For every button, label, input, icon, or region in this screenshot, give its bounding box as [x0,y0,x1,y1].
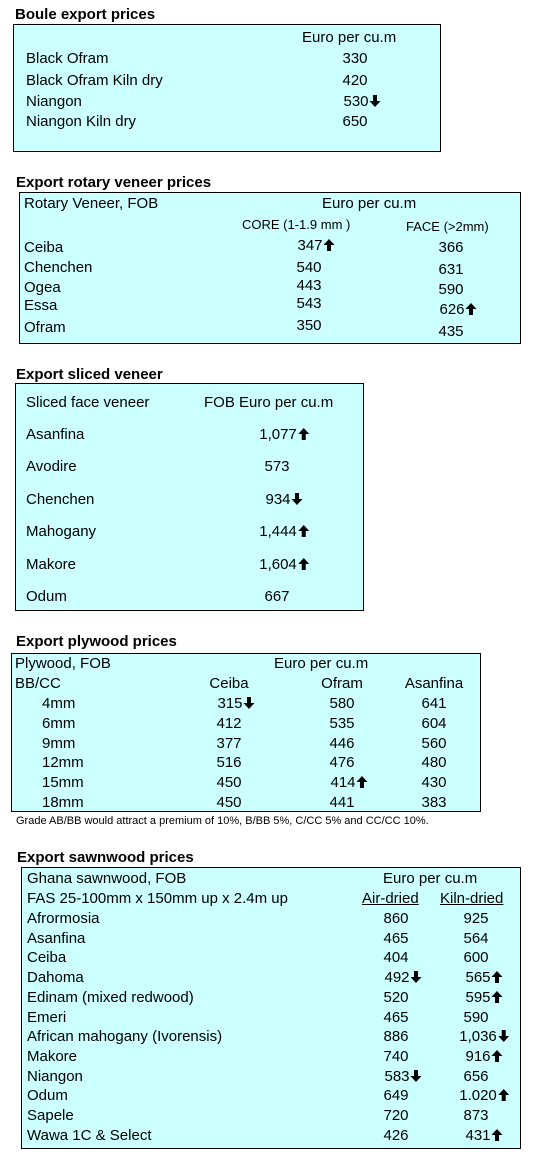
sliced-row-value-text: 934 [265,490,291,508]
rotary-row-core-text: 540 [296,259,322,276]
down-arrow-icon [498,1030,509,1042]
sawn-row-air [384,1068,421,1086]
down-arrow-icon [292,493,303,505]
sawn-row-air [384,969,421,987]
sliced-row-name [26,556,76,574]
rotary-row-core [296,259,321,277]
sawn-row-kiln [465,1127,502,1145]
plywood-row-value [421,794,446,812]
plywood-row-value-text: 580 [329,695,355,712]
down-arrow-icon [411,971,422,983]
plywood-row-size-text: 15mm [42,774,84,792]
sliced-row-name [26,523,96,541]
plywood-row-value-text: 446 [329,734,355,752]
plywood-row-value-text: 450 [216,774,242,792]
plywood-row-value [421,715,446,733]
boule-row-name [26,113,136,131]
plywood-row-value-text: 315 [217,695,243,712]
rotary-row-face-text: 626 [439,301,465,318]
sawn-row-air-text: 583 [384,1067,410,1085]
rotary-row-core-text: 543 [296,295,322,312]
boule-row-name-text: Niangon [26,93,82,110]
up-arrow-icon [324,239,335,251]
rotary-row-core [296,295,321,313]
up-arrow-icon [298,558,309,570]
sawn-row-name [27,1009,66,1027]
sawn-row-kiln-text: 600 [463,949,489,967]
sawn-row-air-text: 465 [383,1008,409,1026]
plywood-row-size [42,715,75,733]
boule-row-value-text: 330 [342,50,368,67]
sawn-row-name [27,1028,222,1046]
sawn-row-kiln-text: 873 [463,1107,489,1124]
sawn-row-name-text: Ceiba [27,949,67,967]
boule-row-name-text: Black Ofram Kiln dry [26,72,163,89]
boule-row-value [343,93,380,111]
rotary-row-core [297,237,334,255]
plywood-row-size-text: 12mm [42,754,84,772]
boule-row-value [342,72,367,90]
plywood-row-value [330,774,367,792]
sliced-row-value [264,588,289,606]
plywood-row-value-text: 641 [421,695,447,712]
sawn-row-kiln-text: 565 [465,969,491,987]
sliced-row-name [26,426,84,444]
plywood-row-value [421,754,446,772]
sawn-row-name-text: Edinam (mixed redwood) [27,988,194,1006]
sawn-row-kiln-text: 431 [465,1126,491,1144]
boule-row-name-text: Niangon Kiln dry [26,113,137,130]
sliced-row-name-text: Mahogany [26,523,97,541]
sawn-row-air-text: 492 [384,969,410,987]
up-arrow-icon [298,428,309,440]
rotary-row-name [24,259,92,277]
plywood-row-size [42,695,75,713]
sawn-row-kiln-text: 1.020 [459,1087,497,1105]
sliced-row-value [265,491,302,509]
rotary-label: Rotary Veneer, FOB [24,195,159,212]
rotary-row-core-text: 347 [297,237,323,254]
plywood-note: Grade AB/BB would attract a premium of 10%, B/BB 5%, C/CC 5% and CC/CC 10%. [16,815,429,827]
sliced-row-value [264,458,289,476]
sliced-row-value [259,556,309,574]
sawn-row-air-text: 520 [383,988,409,1006]
plywood-row-value-text: 414 [330,774,356,792]
sawn-row-kiln-text: 1,036 [459,1028,497,1046]
sawn-row-name-text: Afrormosia [27,910,100,927]
rotary-unit: Euro per cu.m [322,195,417,212]
sawn-row-kiln [463,1009,488,1027]
sawn-row-name-text: Dahoma [27,969,84,987]
sawn-row-air [383,1048,408,1066]
sawn-row-name-text: Emeri [27,1008,67,1026]
sliced-row-name [26,458,77,476]
boule-row-value-text: 530 [343,93,369,110]
sliced-row-name [26,491,94,509]
boule-row-name [26,50,109,68]
plywood-row-size [42,774,84,792]
sawn-row-air [383,1028,408,1046]
plywood-row-value [216,794,241,812]
plywood-row-value [421,695,446,713]
sawn-row-kiln [463,1068,488,1086]
up-arrow-icon [298,525,309,537]
sawn-row-name [27,910,100,928]
sawn-row-kiln-text: 564 [463,929,489,947]
rotary-row-name-text: Ofram [24,319,66,336]
sliced-row-value-text: 1,444 [259,523,297,541]
sawn-row-air-text: 426 [383,1126,409,1144]
sawn-title: Export sawnwood prices [17,849,194,866]
rotary-row-name [24,279,61,297]
sliced-row-value [259,426,309,444]
plywood-row-value [217,695,254,713]
plywood-title: Export plywood prices [16,633,177,650]
rotary-row-core [296,317,321,335]
sawn-row-name-text: Niangon [27,1067,83,1085]
plywood-col-ceiba: Ceiba [209,675,249,692]
rotary-col-face: FACE (>2mm) [406,219,489,234]
plywood-row-size-text: 9mm [42,734,76,752]
sawn-row-air-text: 886 [383,1028,409,1046]
sawn-row-name-text: Sapele [27,1107,74,1124]
boule-row-name [26,93,82,111]
boule-unit: Euro per cu.m [302,29,397,46]
plywood-row-value [421,735,446,753]
rotary-row-face-text: 366 [438,239,464,256]
plywood-row-value [329,754,354,772]
sawn-row-name [27,1068,83,1086]
up-arrow-icon [357,776,368,788]
plywood-row-value-text: 480 [421,754,447,772]
sliced-row-value-text: 573 [264,458,290,476]
boule-row-value-text: 420 [342,72,368,89]
sliced-label: Sliced face veneer [26,394,150,411]
boule-title: Boule export prices [15,6,156,23]
sawn-row-kiln-text: 916 [465,1047,491,1065]
plywood-col-ofram: Ofram [321,675,363,692]
up-arrow-icon [492,991,503,1003]
rotary-row-core [296,277,321,295]
rotary-col-core: CORE (1-1.9 mm ) [242,217,351,232]
plywood-row-value-text: 441 [329,794,355,811]
sawn-row-name [27,1127,152,1145]
up-arrow-icon [492,971,503,983]
plywood-row-value [329,735,354,753]
plywood-row-value-text: 383 [421,794,447,811]
sawn-row-kiln [463,910,488,928]
boule-table [13,24,441,152]
rotary-row-name-text: Ogea [24,279,61,296]
plywood-row-value [216,735,241,753]
sawn-row-kiln [465,989,502,1007]
down-arrow-icon [411,1070,422,1082]
plywood-row-value [216,774,241,792]
sawn-row-kiln-text: 656 [463,1067,489,1085]
plywood-table [11,653,481,812]
sawn-row-name [27,989,194,1007]
sawn-row-air [383,1009,408,1027]
sawn-row-kiln [459,1028,509,1046]
sawn-row-kiln [463,930,488,948]
sawn-row-name [27,949,66,967]
plywood-row-size [42,794,84,812]
plywood-row-size-text: 4mm [42,695,76,712]
rotary-row-face [439,301,476,319]
plywood-unit: Euro per cu.m [274,655,369,672]
sawn-row-name-text: Odum [27,1087,68,1105]
sliced-row-name-text: Makore [26,555,77,573]
sawn-row-air-text: 465 [383,929,409,947]
sliced-title: Export sliced veneer [16,366,163,383]
sliced-row-name-text: Avodire [26,458,77,476]
sawn-row-air [383,1087,408,1105]
rotary-row-face [438,281,463,299]
plywood-row-value [216,715,241,733]
rotary-row-face [438,323,463,341]
sawn-row-air-text: 720 [383,1107,409,1124]
sawn-row-air [383,949,408,967]
sawn-row-air-text: 649 [383,1087,409,1105]
boule-row-name-text: Black Ofram [26,50,109,67]
rotary-row-name [24,239,63,257]
sawn-table [21,867,521,1149]
plywood-col-asanfina: Asanfina [404,675,464,692]
plywood-row-size [42,735,75,753]
rotary-row-name-text: Ceiba [24,239,64,256]
sawn-row-kiln-text: 925 [463,910,489,927]
plywood-row-value [329,715,354,733]
plywood-label: Plywood, FOB [15,655,111,672]
sawn-row-kiln-text: 590 [463,1008,489,1026]
plywood-row-size [42,754,84,772]
sawn-row-name [27,1107,74,1125]
plywood-row-value-text: 560 [421,734,447,752]
plywood-row-value-text: 476 [329,754,355,772]
rotary-row-core-text: 443 [296,277,322,294]
plywood-row-value-text: 535 [329,714,355,732]
rotary-row-name-text: Chenchen [24,259,93,276]
sawn-row-air-text: 860 [383,910,409,927]
sawn-row-kiln [463,1107,488,1125]
sawn-row-air [383,989,408,1007]
sawn-row-air-text: 404 [383,949,409,967]
rotary-row-face-text: 590 [438,281,464,298]
sawn-unit: Euro per cu.m [383,870,478,887]
sawn-row-name-text: Asanfina [27,929,86,947]
sawn-col-air: Air-dried [362,890,419,907]
rotary-row-name-text: Essa [24,297,58,314]
sawn-row-name-text: African mahogany (Ivorensis) [27,1028,223,1046]
sawn-row-kiln [465,969,502,987]
sawn-row-air [383,930,408,948]
up-arrow-icon [498,1089,509,1101]
sliced-row-name-text: Asanfina [26,426,85,443]
sawn-spec: FAS 25-100mm x 150mm up x 2.4m up [27,890,288,907]
boule-row-value [342,113,367,131]
sliced-table [15,383,364,611]
boule-row-value [342,50,367,68]
rotary-row-face [438,239,463,257]
plywood-row-value [329,695,354,713]
sliced-row-value [259,523,309,541]
up-arrow-icon [492,1050,503,1062]
sawn-row-kiln-text: 595 [465,988,491,1006]
boule-row-name [26,72,163,90]
plywood-row-value [329,794,354,812]
rotary-row-face-text: 631 [438,261,464,278]
sawn-row-name [27,1048,77,1066]
sawn-row-air [383,1127,408,1145]
sliced-unit: FOB Euro per cu.m [204,394,334,411]
plywood-row-value-text: 412 [216,714,242,732]
sliced-row-value-text: 1,604 [259,555,297,573]
sawn-row-kiln [465,1048,502,1066]
sawn-row-name-text: Makore [27,1047,78,1065]
sawn-row-air-text: 740 [383,1047,409,1065]
plywood-row-value-text: 516 [216,754,242,772]
rotary-row-name [24,297,57,315]
sawn-row-name [27,969,84,987]
plywood-row-value-text: 450 [216,794,242,811]
plywood-row-size-text: 6mm [42,714,76,732]
sliced-row-name-text: Odum [26,588,67,605]
rotary-row-core-text: 350 [296,317,322,334]
sliced-row-name-text: Chenchen [26,490,95,508]
rotary-row-name [24,319,66,337]
rotary-table [19,192,521,344]
sliced-row-value-text: 667 [264,588,290,605]
plywood-row-value-text: 377 [216,734,242,752]
sawn-row-air [383,910,408,928]
sawn-col-kiln: Kiln-dried [440,890,504,907]
sawn-row-air [383,1107,408,1125]
plywood-row-value [421,774,446,792]
boule-row-value-text: 650 [342,113,368,130]
sawn-row-name [27,1087,68,1105]
rotary-row-face-text: 435 [438,323,464,340]
plywood-grade: BB/CC [15,675,61,692]
plywood-row-value [216,754,241,772]
sliced-row-value-text: 1,077 [259,426,297,443]
plywood-row-value-text: 604 [421,714,447,732]
rotary-title: Export rotary veneer prices [16,174,212,191]
sawn-row-kiln [463,949,488,967]
sawn-label: Ghana sawnwood, FOB [27,870,187,887]
down-arrow-icon [370,95,381,107]
plywood-row-size-text: 18mm [42,794,84,811]
sawn-row-name-text: Wawa 1C & Select [27,1126,152,1144]
plywood-row-value-text: 430 [421,774,447,792]
down-arrow-icon [244,697,255,709]
rotary-row-face [438,261,463,279]
up-arrow-icon [492,1129,503,1141]
sliced-row-name [26,588,67,606]
up-arrow-icon [466,303,477,315]
sawn-row-name [27,930,85,948]
sawn-row-kiln [459,1087,509,1105]
